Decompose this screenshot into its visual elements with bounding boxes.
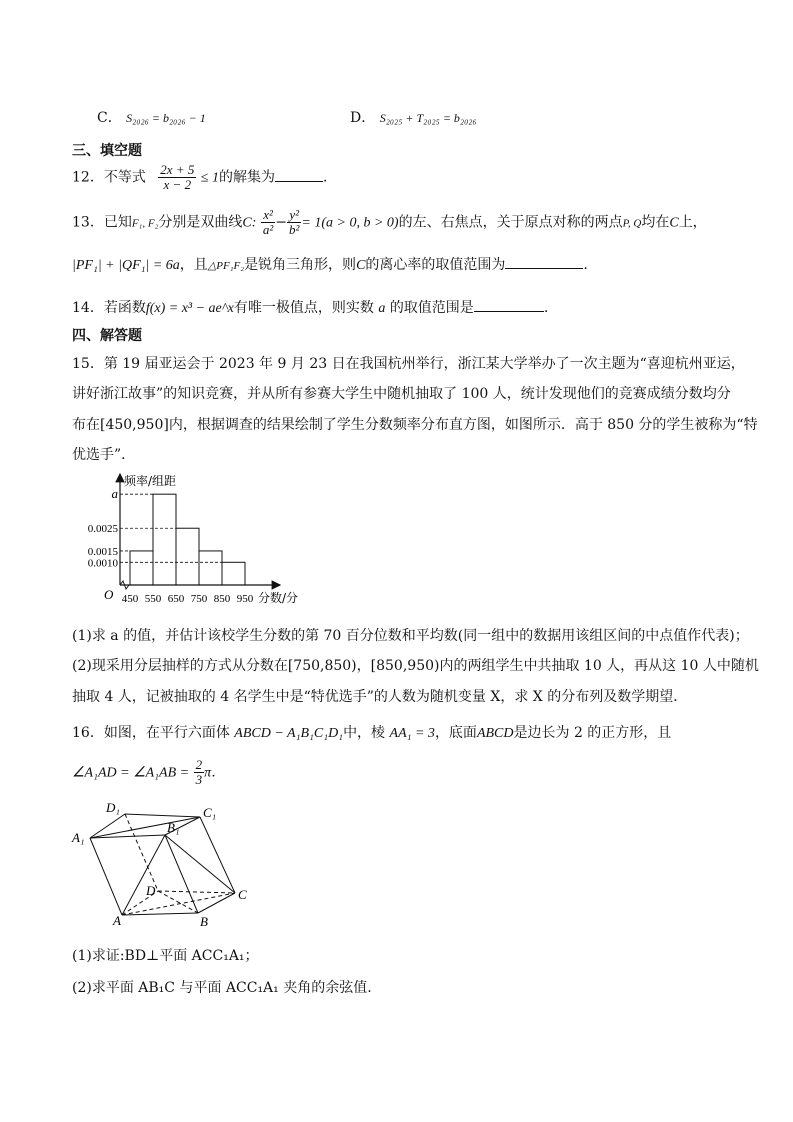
q14-prefix: 14．若函数 — [72, 300, 146, 316]
q13-mid1: 分别是双曲线 — [158, 214, 243, 231]
q13-condition: = 1(a > 0, b > 0) — [301, 215, 399, 231]
x-tick-label: 450 — [121, 593, 139, 605]
label-B: B — [200, 914, 208, 929]
label-D: D — [146, 883, 156, 898]
option-c-label: C． — [97, 110, 122, 126]
y-tick-label: 0.0010 — [87, 557, 118, 570]
question-16-line-2 — [72, 758, 225, 787]
q13-line2-expr: |PF₁| + |QF₁| = 6a — [72, 258, 180, 273]
q16-base: ABCD — [476, 726, 514, 741]
x-tick-label: 550 — [144, 593, 162, 605]
y-tick-label: 0.0025 — [87, 523, 118, 536]
q15-part-2-line-1: (2)现采用分层抽样的方式从分数在[750,850)，[850,950)内的两组学生中共抽取 10 人，再从这 10 人中随机 — [72, 658, 759, 674]
q15-line-4: 优选手”． — [72, 447, 136, 463]
label-B1: B₁ — [167, 820, 180, 835]
q16-frac-den: 3 — [195, 772, 203, 787]
question-12: 12．不等式 $\frac{2x + 5}{x - 2}$ ≤ 1的解集为 . — [72, 162, 328, 192]
option-d-label: D． — [350, 110, 376, 126]
q16-prefix: 16．如图，在平行六面体 — [72, 725, 230, 741]
histogram-bar — [176, 528, 199, 585]
x-tick-label: 950 — [236, 593, 254, 605]
q13-foci: F₁, F₂ — [131, 217, 159, 230]
q13-prefix: 13．已知 — [72, 214, 132, 231]
diag-BD — [158, 891, 198, 913]
q16-fraction — [194, 758, 205, 787]
q15-line-1: 15．第 19 届亚运会于 2023 年 9 月 23 日在我国杭州举行，浙江某大学举办了一次主题为“喜迎杭州亚运， — [72, 356, 745, 372]
q12-prefix: 12．不等式 — [72, 169, 146, 186]
q13-line2-end: 的离心率的取值范围为 — [365, 257, 506, 273]
origin-label: O — [104, 587, 114, 602]
q12-relation: ≤ 1 — [200, 170, 219, 186]
q15-line-2: 讲好浙江故事”的知识竞赛，并从所有参赛大学生中随机抽取了 100 人，统计发现他们的竞赛成绩分数均分 — [72, 386, 731, 402]
q13-line2-c: C — [356, 258, 366, 273]
q12-answer-blank[interactable] — [275, 181, 323, 182]
q11-option-d — [350, 107, 477, 127]
parallelepiped-figure — [60, 798, 260, 933]
q15-part-2-line-2: 抽取 4 人，记被抽取的 4 名学生中是“特优选手”的人数为随机变量 X，求 X 的分布列及数学期望． — [72, 689, 688, 705]
q16-frac-num: 2 — [195, 757, 203, 772]
q13-y-numerator: y² — [287, 208, 301, 223]
q16-solid: ABCD − A₁B₁C₁D₁ — [234, 726, 344, 741]
histogram-bar — [130, 551, 153, 585]
diag-AC — [122, 893, 235, 915]
edge-D1C1 — [125, 814, 200, 817]
q14-a: a — [378, 301, 386, 316]
q13-y-fraction — [287, 208, 301, 237]
q12-fraction — [158, 163, 196, 192]
section-4-title: 四、解答题 — [72, 328, 142, 344]
label-C1: C₁ — [203, 805, 217, 820]
y-tick-label: 0.0015 — [87, 545, 118, 558]
y-axis-label: 频率/组距 — [124, 474, 177, 488]
segment-B1C — [165, 835, 235, 893]
edge-CC1 — [200, 817, 235, 893]
q13-points: P, Q — [622, 217, 642, 230]
histogram-bar — [199, 551, 222, 585]
q13-x-fraction — [261, 208, 275, 237]
q16-angle-expr: ∠A₁AD = ∠A₁AB = — [72, 765, 190, 781]
question-13-line-1: 13．已知F₁, F₂分别是双曲线C: $\frac{\text{x²}}{\text{a²}}$ − $\frac{\text{y²}}{\text{b²}}$ = 1(a > 0, b > 0)的左、右焦点，关于原点对称的两点P, Q均在C上， — [72, 207, 707, 237]
q12-denominator: x − 2 — [163, 177, 192, 192]
label-D1: D₁ — [106, 800, 120, 815]
question-16-line-1 — [72, 722, 671, 742]
q11-option-c — [97, 107, 206, 127]
q13-x-denominator: a² — [262, 222, 274, 237]
q13-mid3: 均在 — [641, 214, 670, 231]
x-tick-label: 850 — [213, 593, 231, 605]
q16-mid2: ，底面 — [434, 725, 477, 741]
q14-answer-blank[interactable] — [474, 311, 544, 312]
q12-suffix: 的解集为 — [218, 169, 275, 186]
label-C: C — [238, 887, 247, 902]
edge-DC — [158, 891, 235, 893]
x-tick-label: 650 — [167, 593, 185, 605]
q13-y-denominator: b² — [289, 222, 300, 237]
edge-AB — [122, 913, 198, 915]
q16-pi: π． — [204, 765, 226, 781]
label-A: A — [113, 913, 121, 928]
q12-numerator: 2x + 5 — [160, 162, 195, 177]
q16-part-2: (2)求平面 AB₁C 与平面 ACC₁A₁ 夹角的余弦值. — [72, 980, 372, 996]
q15-part-1: (1)求 a 的值，并估计该校学生分数的第 70 百分位数和平均数(同一组中的数据用该组区间的中点值作代表)； — [72, 628, 749, 644]
x-axis-label: 分数/分 — [258, 591, 299, 605]
q13-answer-blank[interactable] — [505, 268, 583, 269]
q14-function: f(x) = x³ − ae^x — [145, 301, 234, 316]
segment-AB1 — [122, 835, 165, 915]
option-d-expr: S₂₀₂₅ + T₂₀₂₅ = b₂₀₂₆ — [379, 111, 477, 125]
question-13-line-2: |PF₁| + |QF₁| = 6a，且△PF₁F₂是锐角三角形，则C的离心率的取值范围为 . — [72, 257, 588, 273]
q16-end: 是边长为 2 的正方形，且 — [513, 725, 672, 741]
label-A1: A₁ — [72, 830, 85, 845]
edge-BC — [198, 893, 235, 913]
q13-line2-mid: ，且 — [179, 257, 208, 273]
q13-x-numerator: x² — [261, 208, 275, 223]
q13-mid2: 的左、右焦点，关于原点对称的两点 — [398, 214, 623, 231]
question-14: 14．若函数f(x) = x³ − ae^x有唯一极值点，则实数 a 的取值范围是 . — [72, 300, 549, 316]
y-tick-label: a — [111, 486, 118, 502]
histogram-bar — [153, 494, 176, 585]
section-3-title: 三、填空题 — [72, 143, 142, 159]
x-tick-label: 750 — [190, 593, 208, 605]
frequency-histogram — [68, 468, 318, 610]
q16-part-1: (1)求证:BD⊥平面 ACC₁A₁； — [72, 948, 259, 964]
option-c-expr: S₂₀₂₆ = b₂₀₂₆ − 1 — [126, 111, 206, 125]
q13-triangle: △PF₁F₂ — [207, 260, 245, 272]
q14-suffix: 的取值范围是 — [389, 300, 474, 316]
edge-AA1 — [90, 838, 122, 915]
histogram-bar — [222, 562, 245, 585]
q14-mid: 有唯一极值点，则实数 — [233, 300, 374, 316]
q16-edge: AA₁ = 3 — [389, 726, 435, 741]
q16-mid: 中，棱 — [343, 725, 386, 741]
q13-c: C — [669, 215, 679, 231]
q13-line2-mid2: 是锐角三角形，则 — [244, 257, 357, 273]
q13-end1: 上， — [678, 214, 707, 231]
diag-A1C1 — [90, 817, 200, 838]
q15-line-3: 布在[450,950]内，根据调查的结果绘制了学生分数频率分布直方图，如图所示．高于 850 分的学生被称为“特 — [72, 417, 758, 433]
q13-curve: C: — [242, 215, 257, 231]
